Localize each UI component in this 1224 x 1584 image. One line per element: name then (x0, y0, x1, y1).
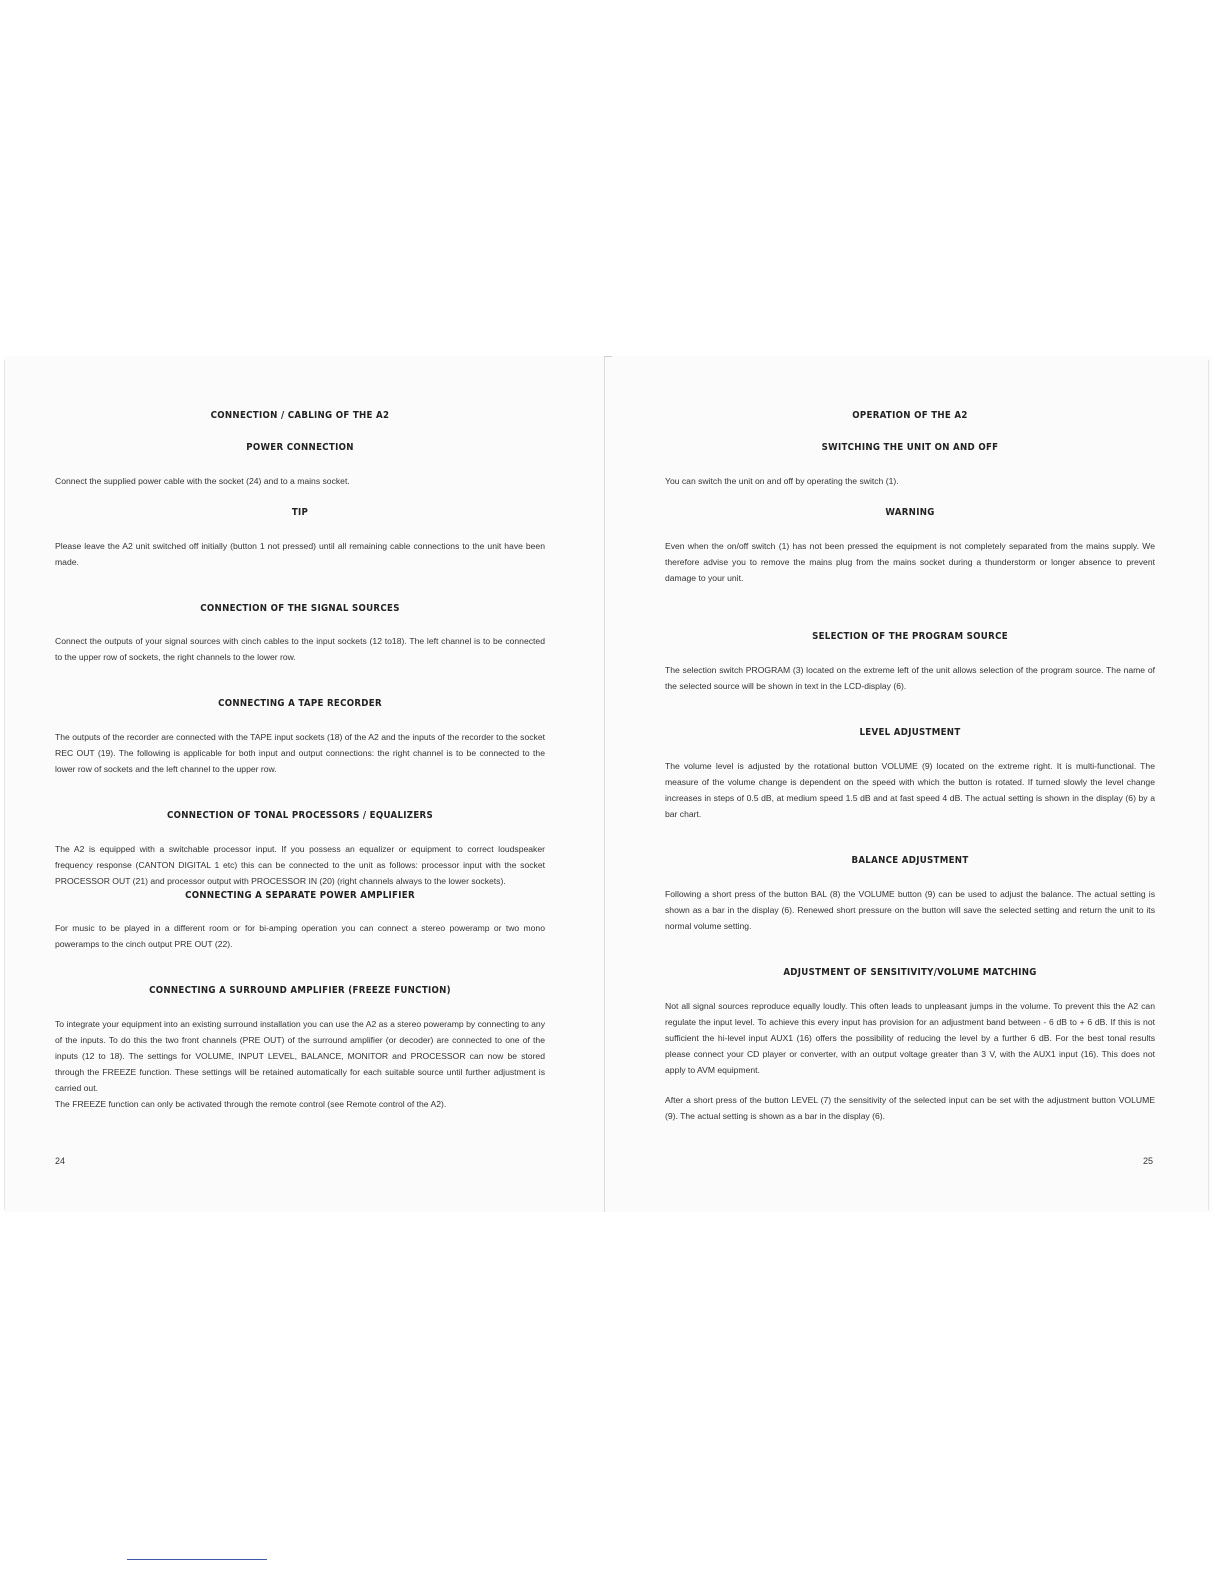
section-heading: POWER CONNECTION (246, 442, 354, 453)
section-tape-recorder (55, 697, 545, 777)
section-heading: WARNING (885, 507, 935, 518)
paragraph: Following a short press of the button BAL (8) the VOLUME button (9) can be used to adjust the balance. The actual setting is shown as a bar in the display (6). Renewed short pressure on the button will save the selected setting and return the unit to its normal volume setting. (665, 889, 1155, 931)
section-heading: ADJUSTMENT OF SENSITIVITY/VOLUME MATCHING (783, 967, 1037, 978)
paragraph: The selection switch PROGRAM (3) located on the extreme left of the unit allows selection of the program source. The name of the selected source will be shown in text in the LCD-display (6). (665, 665, 1155, 691)
section-heading: CONNECTION OF TONAL PROCESSORS / EQUALIZERS (166, 810, 434, 821)
section-power-connection (55, 441, 545, 489)
gutter-mark (604, 356, 612, 357)
section-heading: CONNECTING A SURROUND AMPLIFIER (FREEZE FUNCTION) (149, 985, 451, 996)
left-page (55, 409, 545, 1112)
page-number: 24 (55, 1156, 66, 1166)
page-number: 25 (1143, 1156, 1154, 1166)
section-switching (665, 441, 1155, 489)
section-heading: CONNECTION / CABLING OF THE A2 (210, 410, 390, 421)
section-power-amplifier (55, 889, 545, 952)
section-heading: LEVEL ADJUSTMENT (859, 727, 961, 738)
paragraph: You can switch the unit on and off by operating the switch (1). (665, 476, 899, 486)
paragraph: Connect the supplied power cable with the socket (24) and to a mains socket. (55, 476, 350, 486)
section-operation (665, 409, 1155, 423)
page-edge-right (1208, 360, 1209, 1210)
page-gutter (604, 356, 605, 1212)
paragraph: After a short press of the button LEVEL (7) the sensitivity of the selected input can be set with the adjustment button VOLUME (9). The actual setting is shown as a bar in the display (6). (665, 1095, 1155, 1121)
right-page (665, 409, 1155, 1124)
paragraph: Please leave the A2 unit switched off initially (button 1 not pressed) until all remaining cable connections to the unit have been made. (55, 541, 545, 567)
section-signal-sources (55, 602, 545, 665)
paragraph: For music to be played in a different room or for bi-amping operation you can connect a stereo poweramp or two mono poweramps to the cinch output PRE OUT (22). (55, 923, 545, 949)
section-balance-adjustment (665, 854, 1155, 934)
section-heading: OPERATION OF THE A2 (852, 410, 968, 421)
section-heading: CONNECTING A SEPARATE POWER AMPLIFIER (185, 890, 415, 901)
section-tip (55, 506, 545, 570)
paragraph: The FREEZE function can only be activated through the remote control (see Remote control of the A2). (55, 1099, 447, 1109)
paragraph: The A2 is equipped with a switchable processor input. If you possess an equalizer or equipment to correct loudspeaker frequency response (CANTON DIGITAL 1 etc) this can be connected to the unit as follows: processor input with the socket PROCESSOR OUT (21) and processor output with PROCESSOR IN (20) (right channels always to the lower sockets). (55, 844, 545, 886)
section-heading: CONNECTION OF THE SIGNAL SOURCES (200, 603, 400, 614)
section-heading: SELECTION OF THE PROGRAM SOURCE (812, 631, 1008, 642)
paragraph: Even when the on/off switch (1) has not been pressed the equipment is not completely separated from the mains supply. We therefore advise you to remove the mains plug from the mains socket during a thunderstorm or longer absence to prevent damage to your unit. (665, 541, 1155, 583)
section-heading: TIP (291, 507, 309, 518)
section-level-adjustment (665, 726, 1155, 822)
footer-rule (127, 1559, 267, 1560)
section-connection-cabling (55, 409, 545, 423)
page-edge-left (4, 360, 5, 1210)
section-warning (665, 506, 1155, 586)
section-heading: SWITCHING THE UNIT ON AND OFF (821, 442, 999, 453)
section-heading: CONNECTING A TAPE RECORDER (218, 698, 382, 709)
section-program-source (665, 630, 1155, 694)
section-sensitivity (665, 966, 1155, 1124)
section-surround-amplifier (55, 984, 545, 1112)
section-tonal-processors (55, 809, 545, 889)
paragraph: The outputs of the recorder are connected with the TAPE input sockets (18) of the A2 and the inputs of the recorder to the socket REC OUT (19). The following is applicable for both input and output connections: the right channel is to be connected to the lower row of sockets and the left channel to the upper row. (55, 732, 545, 774)
paragraph: The volume level is adjusted by the rotational button VOLUME (9) located on the extreme right. It is multi-functional. The measure of the volume change is dependent on the speed with which the button is rotated. If turned slowly the level change increases in steps of 0.5 dB, at medium speed 1.5 dB and at fast speed 4 dB. The actual setting is shown in the display (6) by a bar chart. (665, 761, 1155, 819)
section-heading: BALANCE ADJUSTMENT (851, 855, 969, 866)
paragraph: Not all signal sources reproduce equally loudly. This often leads to unpleasant jumps in the volume. To prevent this the A2 can regulate the input level. To achieve this every input has provision for an adjustment band between - 6 dB to + 6 dB. If this is not sufficient the hi-level input AUX1 (16) offers the possibility of reducing the level by a further 6 dB. For the best tonal results please connect your CD player or converter, with an output voltage greater than 3 V, with the AUX1 input (16). This does not apply to AVM equipment. (665, 1001, 1155, 1075)
paragraph: To integrate your equipment into an existing surround installation you can use the A2 as a stereo poweramp by connecting to any of the inputs. To do this the two front channels (PRE OUT) of the surround amplifier (or decoder) are connected to one of the inputs (12 to 18). The settings for VOLUME, INPUT LEVEL, BALANCE, MONITOR and PROCESSOR can now be stored through the FREEZE function. These settings will be retained automatically for each suitable source until further adjustment is carried out. (55, 1019, 545, 1093)
paragraph: Connect the outputs of your signal sources with cinch cables to the input sockets (12 to18). The left channel is to be connected to the upper row of sockets, the right channels to the lower row. (55, 636, 545, 662)
